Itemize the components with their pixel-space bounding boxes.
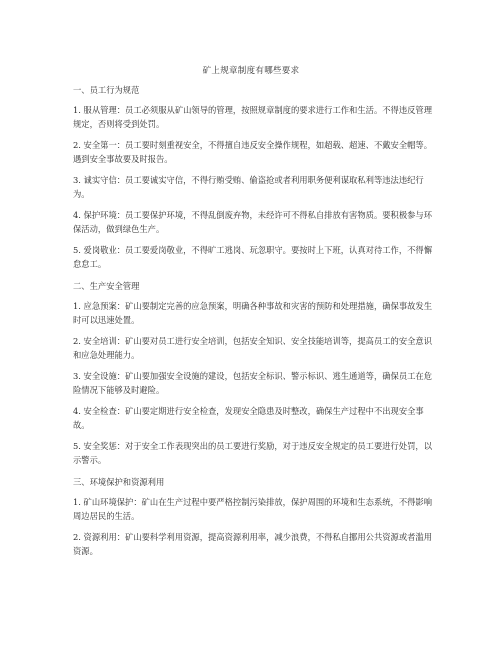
list-item: 1. 服从管理：员工必须服从矿山领导的管理，按照规章制度的要求进行工作和生活。不得违反管理规定，否则将受到处罚。	[73, 105, 433, 129]
list-item: 4. 安全检查：矿山要定期进行安全检查，发现安全隐患及时整改，确保生产过程中不出现安全事故。	[73, 406, 424, 430]
list-item: 2. 安全第一：员工要时刻重视安全，不得擅自违反安全操作规程，如超载、超速、不戴安全帽等。遇到安全事故要及时报告。	[73, 140, 433, 164]
list-item: 3. 安全设施：矿山要加强安全设施的建设，包括安全标识、警示标识、逃生通道等，确保员工在危险情况下能够及时避险。	[73, 371, 433, 395]
section-heading: 三、环境保护和资源利用	[73, 477, 165, 487]
list-item: 3. 诚实守信：员工要诚实守信，不得行贿受贿、偷盗抢或者利用职务便利谋取私利等违法违纪行为。	[73, 175, 424, 199]
list-item: 1. 应急预案：矿山要制定完善的应急预案，明确各种事故和灾害的预防和处理措施，确保事故发生时可以迅速处置。	[73, 301, 433, 325]
document-title: 矿上规章制度有哪些要求	[202, 66, 300, 76]
list-item: 2. 资源利用：矿山要科学利用资源，提高资源利用率，减少浪费，不得私自挪用公共资源或者滥用资源。	[73, 532, 433, 556]
list-item: 5. 爱岗敬业：员工要爱岗敬业，不得旷工逃岗、玩忽职守。要按时上下班，认真对待工作，不得懈怠怠工。	[73, 245, 433, 269]
list-item: 5. 安全奖惩：对于安全工作表现突出的员工要进行奖励，对于违反安全规定的员工要进行处罚，以示警示。	[73, 441, 433, 465]
list-item: 1. 矿山环境保护：矿山在生产过程中要严格控制污染排放，保护周围的环境和生态系统，不得影响周边居民的生活。	[73, 497, 433, 521]
list-item: 2. 安全培训：矿山要对员工进行安全培训，包括安全知识、安全技能培训等，提高员工的安全意识和应急处理能力。	[73, 336, 433, 360]
list-item: 4. 保护环境：员工要保护环境，不得乱倒废弃物，未经许可不得私自排放有害物质。要积极参与环保活动，做到绿色生产。	[73, 210, 433, 234]
document-body	[73, 83, 433, 558]
section-heading: 二、生产安全管理	[73, 281, 140, 291]
section-heading: 一、员工行为规范	[73, 85, 140, 95]
